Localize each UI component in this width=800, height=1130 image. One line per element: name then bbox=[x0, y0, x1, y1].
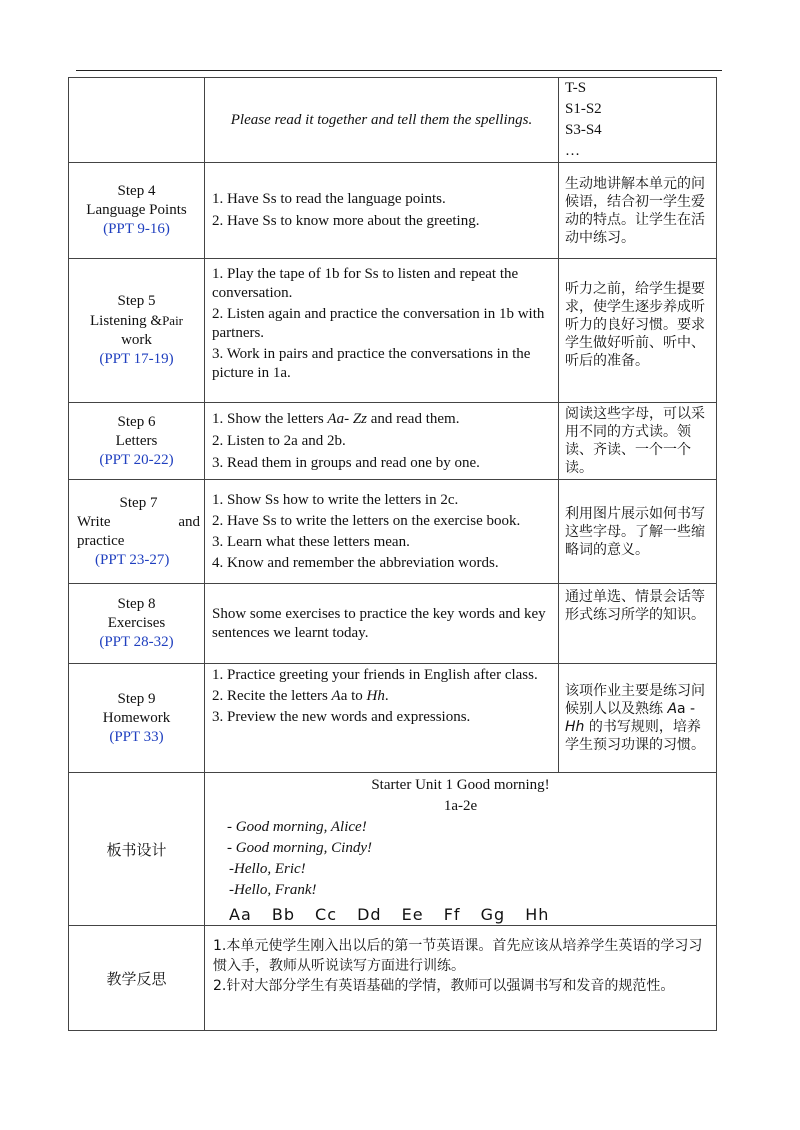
activity-text: a to bbox=[340, 688, 367, 704]
table-row bbox=[69, 259, 717, 403]
ppt-ref: (PPT 20-22) bbox=[99, 451, 174, 468]
table-row bbox=[69, 664, 717, 773]
activity-line: 1. Practice greeting your friends in English after class. bbox=[212, 667, 538, 683]
ppt-ref: (PPT 17-19) bbox=[99, 351, 174, 367]
activity-line: Show some exercises to practice the key words and key sentences we learnt today. bbox=[212, 605, 546, 641]
step-name: Homework bbox=[102, 709, 171, 726]
activity-text: Please read it together and tell them the spellings. bbox=[230, 111, 533, 128]
note-cell bbox=[559, 259, 717, 403]
step-number: Step 9 bbox=[117, 690, 156, 707]
reflection-paragraph: 2.针对大部分学生有英语基础的学情，教师可以强调书写和发音的规范性。 bbox=[213, 978, 675, 994]
step-name: Listening & bbox=[89, 313, 163, 329]
note-text: 听力之前，给学生提要求，使学生逐步养成听听力的良好习惯。要求学生做好听前、听中、听后的准备。 bbox=[565, 280, 705, 369]
activity-text-italic: Hh bbox=[366, 688, 385, 704]
activity-line: 4. Know and remember the abbreviation words. bbox=[212, 554, 499, 571]
board-cell bbox=[205, 773, 717, 926]
note-line: T-S bbox=[565, 80, 587, 96]
board-alphabet: Aa Bb Cc Dd Ee Ff Gg Hh bbox=[229, 905, 550, 924]
note-line: S1-S2 bbox=[565, 101, 602, 117]
step-number: Step 4 bbox=[117, 183, 156, 199]
step-cell bbox=[69, 664, 205, 773]
note-cell bbox=[559, 664, 717, 773]
activity-text: 1. Show the letters bbox=[212, 410, 328, 427]
board-line: -Hello, Eric! bbox=[229, 861, 306, 877]
ppt-ref: (PPT 9-16) bbox=[103, 221, 170, 237]
board-line: - Good morning, Cindy! bbox=[227, 840, 372, 856]
note-cell bbox=[559, 480, 717, 584]
step-cell bbox=[69, 403, 205, 480]
note-cell bbox=[559, 403, 717, 480]
activity-line: 3. Work in pairs and practice the conversations in the picture in 1a. bbox=[212, 345, 531, 381]
header-rule bbox=[76, 70, 722, 71]
activity-line: 2. Have Ss to know more about the greeting. bbox=[212, 213, 480, 229]
reflection-paragraph: 1.本单元使学生刚入出以后的第一节英语课。首先应该从培养学生英语的学习习惯入手，教师从听说读写方面进行训练。 bbox=[213, 938, 703, 974]
step-number: Step 8 bbox=[117, 596, 156, 612]
board-label-cell bbox=[69, 773, 205, 926]
activity-line: 3. Learn what these letters mean. bbox=[212, 533, 410, 550]
activity-line: 1. Have Ss to read the language points. bbox=[212, 191, 446, 207]
table-row bbox=[69, 480, 717, 584]
note-cell bbox=[559, 163, 717, 259]
ppt-ref: (PPT 28-32) bbox=[99, 634, 174, 650]
note-text: 生动地讲解本单元的问候语，结合初一学生爱动的特点。让学生在活动中练习。 bbox=[565, 175, 705, 246]
board-line: - Good morning, Alice! bbox=[227, 819, 367, 835]
lesson-plan-table bbox=[68, 77, 717, 1031]
step-cell bbox=[69, 163, 205, 259]
activity-text-italic: A bbox=[331, 688, 341, 704]
activity-line: 1. Show Ss how to write the letters in 2c. bbox=[212, 491, 459, 508]
ppt-ref: (PPT 33) bbox=[109, 728, 164, 745]
note-line: … bbox=[565, 143, 580, 159]
activity-line bbox=[212, 687, 552, 706]
step-name: Letters bbox=[115, 432, 158, 449]
note-cell bbox=[559, 78, 717, 163]
step-number: Step 6 bbox=[117, 413, 156, 430]
note-cell bbox=[559, 584, 717, 664]
step-name: Language Points bbox=[86, 202, 187, 218]
activity-line bbox=[212, 410, 552, 429]
reflection-label-cell bbox=[69, 926, 205, 1031]
activity-line: 2. Listen again and practice the conversation in 1b with partners. bbox=[212, 305, 545, 341]
note-text: 该项作业主要是练习问候别人以及熟练 bbox=[565, 683, 705, 717]
step-cell bbox=[69, 480, 205, 584]
step-name-part: practice bbox=[77, 532, 125, 549]
activity-text-italic: Aa- Zz bbox=[327, 410, 367, 427]
note-line: S3-S4 bbox=[565, 122, 602, 138]
activity-cell bbox=[205, 163, 559, 259]
note-text: 利用图片展示如何书写这些字母。了解一些缩略词的意义。 bbox=[565, 505, 705, 558]
table-row bbox=[69, 584, 717, 664]
activity-text: 2. Recite the letters bbox=[212, 688, 332, 704]
board-line: -Hello, Frank! bbox=[229, 882, 317, 898]
activity-line: 2. Have Ss to write the letters on the exercise book. bbox=[212, 512, 521, 529]
step-number: Step 5 bbox=[117, 293, 156, 309]
reflection-label: 教学反思 bbox=[106, 969, 167, 988]
activity-cell bbox=[205, 78, 559, 163]
activity-line: 2. Listen to 2a and 2b. bbox=[212, 432, 346, 449]
step-number: Step 7 bbox=[119, 494, 158, 511]
activity-cell bbox=[205, 403, 559, 480]
board-subtitle: 1a-2e bbox=[443, 798, 478, 814]
note-text: 通过单选、情景会话等形式练习所学的知识。 bbox=[565, 589, 705, 623]
board-label: 板书设计 bbox=[106, 840, 167, 859]
activity-line: 3. Read them in groups and read one by one. bbox=[212, 454, 480, 471]
reflection-cell bbox=[205, 926, 717, 1031]
note-text: a - bbox=[677, 701, 696, 717]
step-cell bbox=[69, 78, 205, 163]
note-text-italic: Hh bbox=[565, 719, 585, 735]
step-name: Exercises bbox=[107, 615, 166, 631]
note-text: 阅读这些字母，可以采用不同的方式读。领读、齐读、一个一个读。 bbox=[565, 406, 705, 476]
board-title: Starter Unit 1 Good morning! bbox=[371, 777, 550, 793]
step-name-part: and bbox=[178, 513, 200, 530]
table-row bbox=[69, 403, 717, 480]
step-name: Write bbox=[77, 513, 111, 530]
note-text: 的书写规则，培养学生预习功课的习惯。 bbox=[565, 719, 705, 753]
activity-cell bbox=[205, 664, 559, 773]
activity-line: 3. Preview the new words and expressions. bbox=[212, 709, 471, 725]
table-row bbox=[69, 773, 717, 926]
activity-cell bbox=[205, 480, 559, 584]
ppt-ref: (PPT 23-27) bbox=[95, 551, 170, 568]
step-cell bbox=[69, 584, 205, 664]
step-cell bbox=[69, 259, 205, 403]
step-name-part: work bbox=[121, 332, 152, 348]
activity-line: 1. Play the tape of 1b for Ss to listen and repeat the conversation. bbox=[212, 265, 519, 301]
note-text-italic: A bbox=[667, 701, 678, 717]
step-name-part: Pair bbox=[162, 313, 184, 328]
activity-text: and read them. bbox=[367, 410, 460, 427]
table-row bbox=[69, 163, 717, 259]
table-row bbox=[69, 926, 717, 1031]
table-row bbox=[69, 78, 717, 163]
activity-cell bbox=[205, 584, 559, 664]
activity-text: . bbox=[384, 688, 389, 704]
activity-cell bbox=[205, 259, 559, 403]
